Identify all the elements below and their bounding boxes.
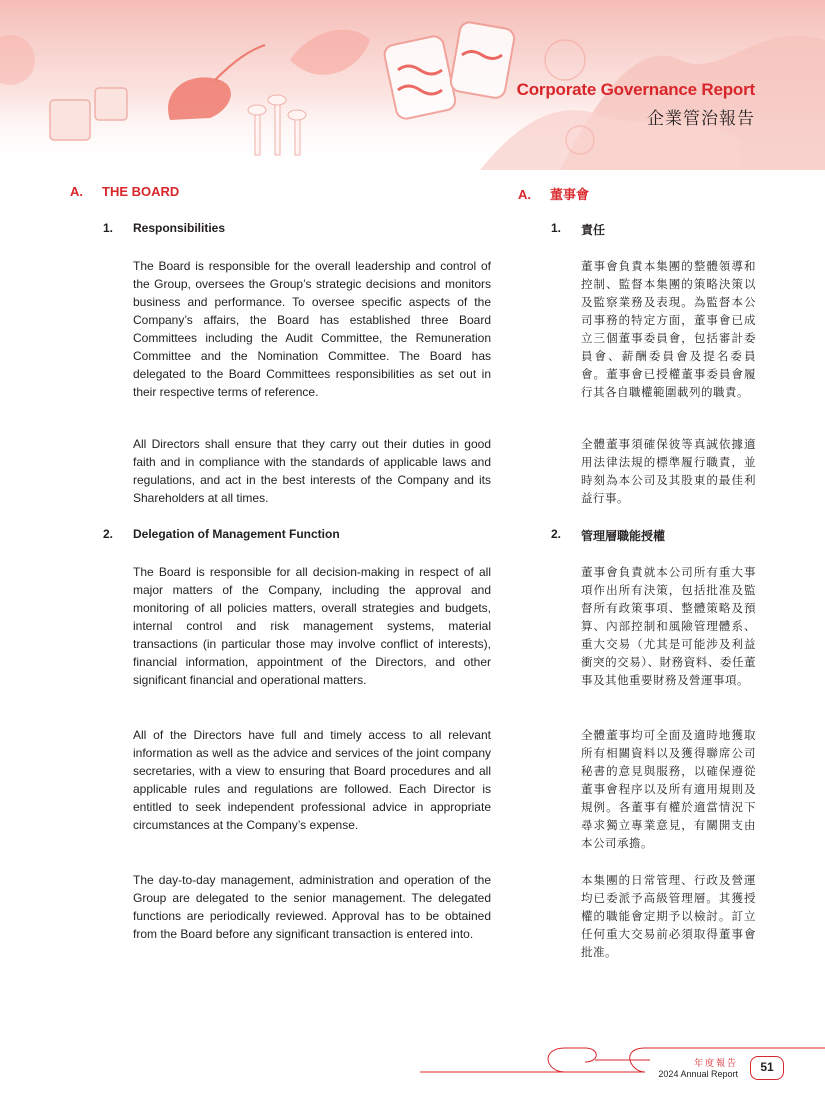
section-letter: A. [70, 184, 83, 199]
footer-report-zh: 年度報告 [693, 1059, 738, 1069]
paragraph-en-3: The Board is responsible for all decision-making in respect of all major matters of the Company, including the approval and monitoring of all policies matters, overall strategies and budgets, internal control and risk management systems, material transactions (in particular those may involve conflict of interests), financial information, appointment of the Directors, and other significant financial and operational matters. [133, 565, 491, 687]
report-title-zh: 企業管治報告 [647, 109, 755, 129]
section-heading-zh [518, 184, 589, 203]
paragraph-zh-3: 董事會負責就本公司所有重大事項作出所有決策，包括批准及監督所有政策事項、整體策略及預算、內部控制和風險管理體系、重大交易（尤其是可能涉及利益衝突的交易）、財務資料、委任董事及其他重要財務及營運事項。 [581, 565, 756, 687]
section-title: 董事會 [550, 187, 590, 202]
subheading-number: 1. [551, 221, 562, 235]
paragraph-en-5: The day-to-day management, administration and operation of the Group are delegated to the senior management. The delegated functions are periodically reviewed. Approval has to be obtained from the Board before any significant transaction is entered into. [133, 873, 491, 941]
paragraph-zh-2: 全體董事須確保彼等真誠依據適用法律法規的標準履行職責，並時刻為本公司及其股東的最佳利益行事。 [581, 437, 756, 505]
report-title-en: Corporate Governance Report [516, 80, 755, 99]
page-number: 51 [750, 1056, 784, 1080]
paragraph-zh-1: 董事會負責本集團的整體領導和控制、監督本集團的策略決策以及監察業務及表現。為監督本公司事務的特定方面，董事會已成立三個董事委員會，包括審計委員會、薪酬委員會及提名委員會。董事會已授權董事委員會履行其各自職權範圍載列的職責。 [581, 259, 756, 399]
footer-report-en: 2024 Annual Report [658, 1069, 738, 1079]
subheading-number: 1. [103, 221, 114, 235]
subheading-number: 2. [103, 527, 114, 541]
paragraph-zh-5: 本集團的日常管理、行政及營運均已委派予高級管理層。其獲授權的職能會定期予以檢討。訂立任何重大交易前必須取得董事會批准。 [581, 873, 756, 959]
paragraph-en-2: All Directors shall ensure that they carry out their duties in good faith and in compliance with the standards of applicable laws and regulations, and act in the best interests of the Company and its Shareholders at all times. [133, 437, 491, 505]
paragraph-en-1: The Board is responsible for the overall leadership and control of the Group, oversees the Group’s strategic decisions and monitors business and performance. To oversee specific aspects of the Company’s affairs, the Board has established three Board Committees including the Audit Committee, the Remuneration Committee and the Nomination Committee. The Board has delegated to the Board Committees responsibilities as set out in their respective terms of reference. [133, 259, 491, 399]
section-letter: A. [518, 187, 531, 202]
section-title: THE BOARD [102, 184, 180, 199]
subheading-title: 管理層職能授權 [581, 529, 666, 543]
subheading-title: 責任 [581, 223, 606, 237]
subheading-number: 2. [551, 527, 562, 541]
paragraph-en-4: All of the Directors have full and timely access to all relevant information as well as the advice and services of the joint company secretaries, with a view to ensuring that Board procedures and all applicable rules and regulations are followed. Each Director is entitled to seek independent professional advice in appropriate circumstances at the Company’s expense. [133, 728, 491, 832]
subheading-title: Delegation of Management Function [133, 527, 340, 541]
paragraph-zh-4: 全體董事均可全面及適時地獲取所有相關資料以及獲得聯席公司秘書的意見與服務，以確保遵從董事會程序以及所有適用規則及規例。各董事有權於適當情況下尋求獨立專業意見，有關開支由本公司承擔。 [581, 728, 756, 850]
subheading-title: Responsibilities [133, 221, 226, 235]
section-heading-en [70, 184, 179, 199]
